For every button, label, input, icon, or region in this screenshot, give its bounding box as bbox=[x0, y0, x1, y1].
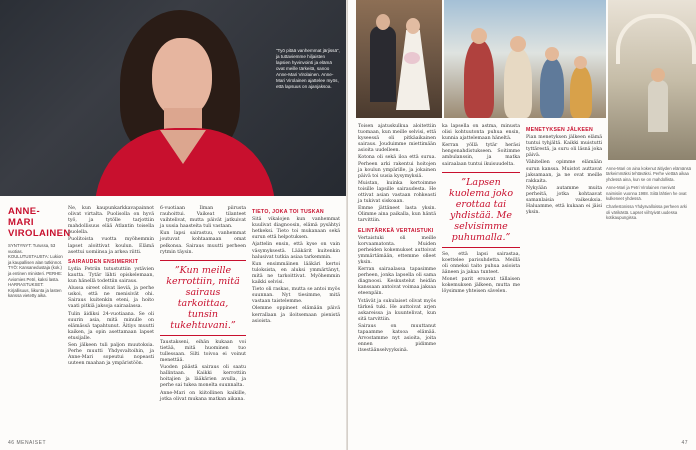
paragraph: Toisen ajatuskulkua aloitettiin tuomaan, kun meille selvisi, että kyseessä oli pitkäaikainen sairaus. Jouduimme miettimään asioita uudelleen. bbox=[358, 124, 436, 154]
paragraph: Muistan, kuinka kertoimme toisille lapsille sairaudesta. He ottivat asian vastaan rohkeasti ja tukivat siskoaan. bbox=[358, 180, 436, 205]
profile-name: ANNE-MARI VIROLAINEN bbox=[8, 206, 71, 239]
portrait-face bbox=[152, 38, 212, 118]
paragraph: Pian menetyksen jälkeen elämä tuntui tyhjältä. Kaikki muistutti tyttärestä, ja suru oli läsnä joka päivä. bbox=[526, 135, 602, 159]
portrait-caption: ”Työ pitää vanhemmat järjissä”, ja tuttaviemme hiljaisten lapsien hyvinvointi ja elämä ovat meille tärkeitä, sanoo Anne-Mari Virolainen. Anne-Mari Virolainen ajattelee myös, että lapsuus on ajanjaksoa. bbox=[276, 48, 340, 89]
paragraph: Alussa oireet olivat lieviä, ja perhe uskoi, että ne menisivät ohi. Sairaus kuitenkin eteni, ja hoito vaati pitkiä jaksoja sairaalassa. bbox=[68, 286, 154, 310]
paragraph: Ajattelin ensin, että kyse on vain väsymyksestä. Lääkärit kuitenkin halusivat tutkia asiaa tarkemmin. bbox=[252, 242, 340, 260]
photo-caption: Anne-Mari on aina kokenut äitiyden elämänsä tärkeimmäksi tehtäväksi. Perhe viettää aikaa yhdessä aina, kun se on mahdollista. bbox=[606, 166, 691, 182]
wedding-bouquet bbox=[404, 52, 420, 64]
family-photo bbox=[444, 0, 606, 118]
paragraph: Ystävät ja sukulaiset olivat myös tärkeä tuki. He auttoivat arjen askareissa ja kuuntelivat, kun sitä tarvittiin. bbox=[358, 298, 436, 322]
photo-captions bbox=[606, 166, 692, 224]
family-person bbox=[540, 58, 564, 118]
street-child bbox=[648, 80, 668, 132]
paragraph: ka lapsella on astma, minusta olisi kohtuutonta puhua ensin, kunnia ajattelemaan häneltä. bbox=[442, 124, 520, 142]
paragraph: Kerran yöllä tytär heräsi hengenahdistukseen. Soitimme ambulanssin, ja matka sairaalaan tuntui ikuisuudelta. bbox=[442, 143, 520, 167]
paragraph: Kun ensimmäinen lääkäri kertoi tuloksista, en aluksi ymmärtänyt, mitä ne tarkoittivat. Myöhemmin kaikki selvisi. bbox=[252, 261, 340, 286]
family-person bbox=[504, 48, 532, 118]
paragraph: Lydia Petriin tutustuttiin ystävien kautta. Tytär lähti opiskelemaan, kun hänellä todettiin sairaus. bbox=[68, 266, 154, 285]
section-heading: TIETO, JOKA TOI TUSKAN bbox=[252, 209, 324, 215]
paragraph: Anne-Mari on kiitollinen kaikille, jotka olivat mukana matkan aikana. bbox=[160, 390, 246, 402]
left-column-3 bbox=[252, 206, 340, 326]
street-child-head bbox=[651, 68, 665, 82]
street-arch bbox=[616, 14, 696, 64]
pull-quote: ”Kun meille kerrottiin, mitä sairaus tarkoittaa, tunsin tukehtuvani.” bbox=[160, 260, 246, 336]
paragraph: Kotona oli sekä iloa että surua. Perheen arki rakentui hoitojen ja koulun ympärille, ja jokainen päivä toi uusia kysymyksiä. bbox=[358, 155, 436, 179]
family-person bbox=[570, 66, 592, 118]
paragraph: Vertaistuki oli meille korvaamatonta. Muiden perheiden kokemukset auttoivat ymmärtämään, ettemme olleet yksin. bbox=[358, 235, 436, 265]
paragraph: Nykyään autamme muita perheitä, jotka kohtaavat samanlaisia vaikeuksia. Haluamme, että kukaan ei jäisi yksin. bbox=[526, 185, 602, 216]
page-folio-left: 46 MENAISET bbox=[8, 440, 47, 446]
street-photo bbox=[608, 0, 696, 160]
paragraph: Kerran sairaalassa tapasimme perheen, jonka lapsella oli sama diagnoosi. Keskustelut heidän kanssaan antoivat voimaa jaksaa eteenpäin. bbox=[358, 267, 436, 297]
family-person bbox=[464, 40, 494, 118]
paragraph: Ne, kun kaupunkarkkavapainnot olivat virtalta. Puolisolla on hyvä työ, ja tytölle tarjottiin mahdollisuus elää Atlantin toisella puolella. bbox=[68, 206, 154, 236]
paragraph: Olemme oppineet elämään päivä kerrallaan ja iloitsemaan pienistä asioista. bbox=[252, 306, 340, 324]
page-folio-right: 47 bbox=[681, 440, 688, 446]
pull-quote: ”Lapsen kuolema joko erottaa tai yhdistää. Me selvisimme puhumalla.” bbox=[442, 172, 520, 248]
right-column-2 bbox=[442, 124, 520, 296]
paragraph: Kun lapsi sairastuu, vanhemmat joutuvat kohtaamaan omat pelkonsa. Sairaus muutti perheen rytmin täysin. bbox=[160, 231, 246, 255]
wedding-photo bbox=[356, 0, 442, 118]
left-column-2 bbox=[160, 206, 246, 404]
family-person-head bbox=[574, 56, 587, 69]
family-person-head bbox=[510, 36, 526, 52]
paragraph: Sen jälkeen tuli paljon muutoksia. Perhe muutti Yhdysvaltoihin, ja Anne-Mari sopeutui nopeasti uuteen maahan ja ympäristöön. bbox=[68, 342, 154, 367]
wedding-groom bbox=[370, 26, 396, 102]
wedding-bride-head bbox=[406, 18, 420, 34]
section-heading: MENETYKSEN JÄLKEEN bbox=[526, 127, 594, 133]
wedding-bride bbox=[396, 30, 430, 110]
paragraph: Vähitellen opimme elämään surun kanssa. Muistot auttavat jaksamaan, ja ne ovat meille rakkaita. bbox=[526, 160, 602, 184]
right-column-1 bbox=[358, 124, 436, 355]
section-heading: ELINTÄRKEÄ VERTAISTUKI bbox=[358, 227, 434, 234]
profile-facts: SYNTYNYT: Turussa, 53 vuotias. KOULUTUSTAUSTA: Lukion ja kaupallisen alan tutkinnot. TYÖ: Kansanedustaja (kok.) ja entinen ministeri. PERHE: Aviomies Petri, kaksi lasta. HARRASTUKSET: Kirjallisuus, liikunta ja lasten kanssa vietetty aika. bbox=[8, 243, 63, 299]
right-column-3 bbox=[526, 124, 602, 217]
photo-caption: Charlestonissa Yhdysvalloissa perheen arki oli värikästä. Lapset viihtyivät uudessa kotikaupungissa. bbox=[606, 204, 687, 221]
paragraph: Monet parit eroavat tällaisen kokemuksen jälkeen, mutta me löysimme yhteisen sävelen. bbox=[442, 277, 520, 295]
paragraph: Puolitoista vuotta myöhemmin lapset aloittivat koulun. Elämä asettui uomiinsa ja arkea riitti. bbox=[68, 237, 154, 255]
paragraph: Vuoden päästä sairaus oli saatu hallintaan. Kaikki kerrottiin hoitajien ja lääkärien avulla, ja perhe sai tukea monelta suunnalta. bbox=[160, 365, 246, 389]
portrait-photo bbox=[0, 0, 348, 196]
paragraph: Se, että lapsi sairastaa, koettelee parisuhdetta. Meillä oli onneksi taito puhua asioista ääneen ja jakaa tunteet. bbox=[442, 251, 520, 275]
right-page bbox=[348, 0, 696, 450]
family-person-head bbox=[471, 28, 487, 44]
paragraph: Sairaus on muuttanut tapaamme katsoa elämää. Arvostamme nyt asioita, joita ennen pidimme itsestäänselvyyksinä. bbox=[358, 323, 436, 354]
wedding-groom-head bbox=[376, 14, 390, 30]
left-column-1 bbox=[68, 206, 154, 368]
paragraph: Tulin äidiksi 24-vuotiaana. Se oli suurin asia, mitä minulle on elämässä tapahtunut. Äitiys muutti kaiken, ja opin asettamaan lapset etusijalle. bbox=[68, 311, 154, 341]
paragraph: Emme jättäneet lasta yksin. Olimme aina paikalla, kun häntä tarvittiin. bbox=[358, 206, 436, 224]
paragraph: 6-vuotiaan Ilman piirusta rauhoittui. Vaikeat tilanteet vaihtelivat, mutta päivät jatkuivat ja uusia haasteita tuli vastaan. bbox=[160, 206, 246, 230]
profile-sidebar bbox=[8, 206, 71, 299]
paragraph: Tieto oli raskas, mutta se antoi myös suunnan. Nyt tiesimme, mitä vastaan taistelemme. bbox=[252, 287, 340, 305]
paragraph: Taustakseni, eihän kukaan voi tietää, mitä huominen tuo tullessaan. Silti toivoa ei voinut menettää. bbox=[160, 339, 246, 364]
family-person-head bbox=[545, 47, 559, 61]
section-heading: SAIRAUDEN ENSIMERKIT bbox=[68, 258, 139, 265]
photo-caption: Anne-Mari ja Petri Virolainen menivät naimisiin vuonna 1988. Siitä lähtien he ovat kulkeneet yhdessä. bbox=[606, 185, 687, 202]
paragraph: Sitä vikalojen kun vanhemmat kuulivat diagnoosin, elämä pysähtyi hetkeksi. Tieto toi mukanaan sekä surun että helpotuksen. bbox=[252, 217, 340, 241]
